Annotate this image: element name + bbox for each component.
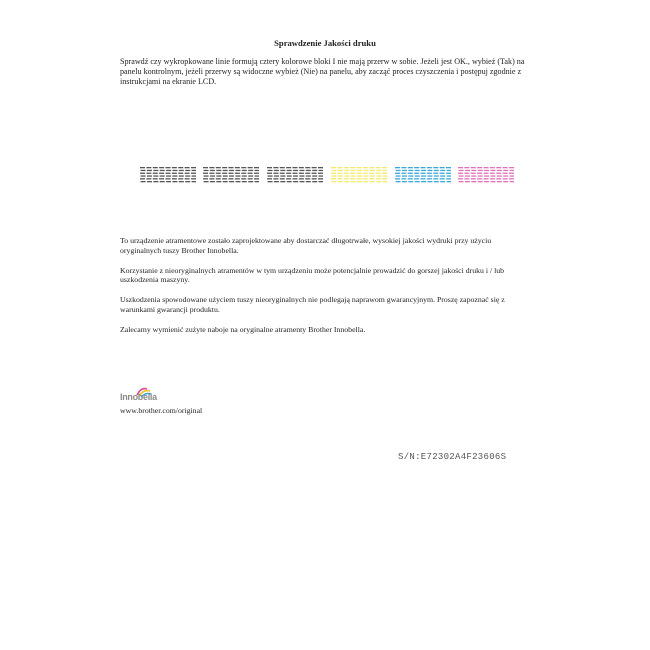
pattern-cyan: [395, 166, 451, 186]
page-title: Sprawdzenie Jakości druku: [274, 38, 376, 48]
pattern-black-3: [267, 166, 323, 186]
notice-paragraph-4: Zalecamy wymienić zużyte naboje na oryginalne atramenty Brother Innobella.: [120, 324, 366, 334]
pattern-black-2: [203, 166, 259, 186]
notice-paragraph-2: Korzystanie z nieoryginalnych atramentów w tym urządzeniu może potencjalnie prowadzić do gorszej jakości druku i / lub uszkodzenia maszyny.: [120, 265, 505, 285]
pattern-grid-yellow: [331, 166, 387, 184]
pattern-grid-magenta: [458, 166, 514, 184]
notice-paragraph-1: To urządzenie atramentowe zostało zaprojektowane aby dostarczać długotrwałe, wysokiej jakości wydruki przy użyciu oryginalnych tuszy Brother Innobella.: [120, 236, 492, 255]
pattern-grid-black-3: [267, 166, 323, 184]
brother-url: www.brother.com/original: [120, 406, 203, 415]
notice-text: [120, 236, 520, 345]
pattern-yellow: [331, 166, 387, 186]
pattern-magenta: [458, 166, 514, 186]
pattern-grid-black-2: [203, 166, 259, 184]
pattern-black-1: [140, 166, 196, 186]
serial-number: S/N:E72302A4F23606S: [398, 452, 507, 462]
instructions-text: Sprawdź czy wykropkowane linie formują cztery kolorowe bloki I nie mają przerw w sobie. Jeżeli jest OK., wybież (Tak) na panelu kontrolnym, jeżeli przerwy są widoczne wybież (Nie) na panelu, aby zacząć proces czyszczenia i postępuj zgodnie z instrukcjami na ekranie LCD.: [120, 57, 525, 87]
pattern-grid-black-1: [140, 166, 196, 184]
logo-text: Innobella: [120, 392, 157, 402]
pattern-grid-cyan: [395, 166, 451, 184]
notice-paragraph-3: Uszkodzenia spowodowane użyciem tuszy nieoryginalnych nie podlegają naprawom gwarancyjnym. Proszę zapoznać się z warunkami gwarancji produktu.: [120, 295, 505, 314]
nozzle-check-patterns: [0, 166, 650, 188]
